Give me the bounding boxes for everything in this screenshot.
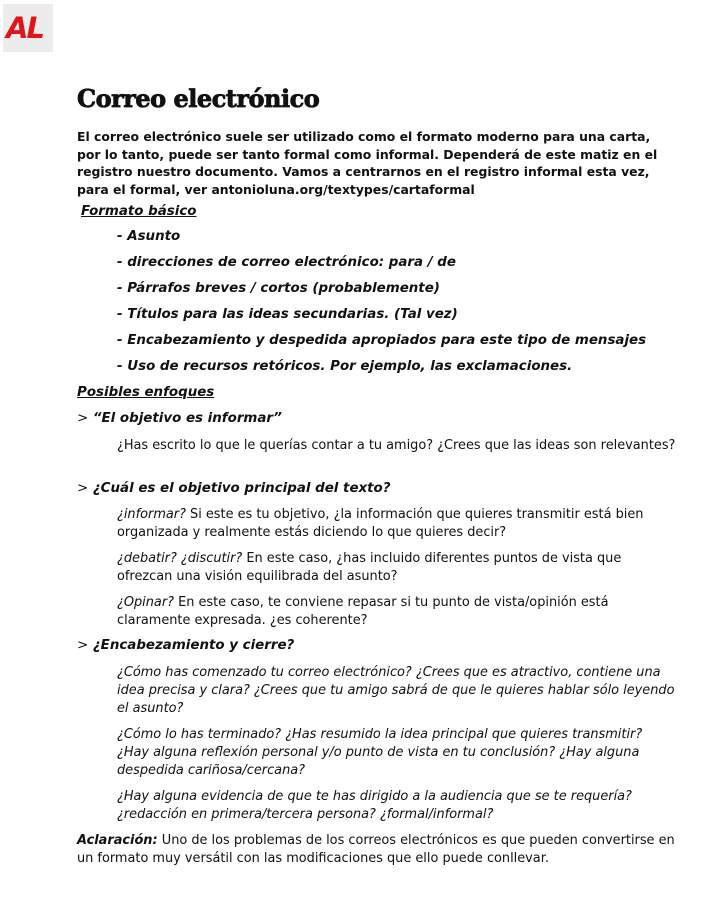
list-item: - Párrafos breves / cortos (probablemente): [117, 281, 440, 296]
aclaracion-label: Aclaración:: [77, 833, 158, 848]
question-heading-1: [77, 411, 282, 426]
question-text: ¿Has escrito lo que le querías contar a tu amigo? ¿Crees que las ideas son relevantes?: [117, 438, 676, 453]
list-item: - Títulos para las ideas secundarias. (Tal vez): [117, 307, 458, 322]
aclaracion-text: Uno de los problemas de los correos electrónicos es que pueden convertirse en un formato muy versátil con las modificaciones que ello puede conllevar.: [77, 833, 675, 866]
question-text: ¿Hay alguna evidencia de que te has dirigido a la audiencia que se te requería? ¿redacción en primera/tercera persona? ¿formal/informal?: [117, 789, 632, 822]
section-heading-formato: Formato básico: [81, 204, 197, 219]
body-text: Si este es tu objetivo, ¿la información que quieres transmitir está bien organizada y realmente estás diciendo lo que quieres decir?: [117, 507, 644, 540]
lead-text: ¿Opinar?: [117, 595, 174, 610]
body-text: En este caso, ¿has incluido diferentes puntos de vista que ofrezcan una visión equilibrada del asunto?: [117, 551, 622, 584]
lead-text: ¿debatir? ¿discutir?: [117, 551, 243, 566]
question-heading-3: [77, 638, 294, 653]
marker: >: [77, 411, 89, 426]
list-item: - Asunto: [117, 229, 181, 244]
question-title: “El objetivo es informar”: [92, 411, 282, 426]
intro-paragraph: El correo electrónico suele ser utilizado como el formato moderno para una carta, por lo tanto, puede ser tanto formal como informal. Dependerá de este matiz en el registro nuestro documento. Vamos a centrarnos en el registro informal esta vez, para el formal, ver antonioluna.org/textypes/cartaformal: [77, 129, 658, 197]
logo-text: AL: [6, 11, 43, 45]
list-item: - Uso de recursos retóricos. Por ejemplo, las exclamaciones.: [117, 359, 573, 374]
list-item: - Encabezamiento y despedida apropiados para este tipo de mensajes: [117, 333, 647, 348]
aclaracion-paragraph: [77, 832, 677, 868]
question-text: [117, 506, 677, 542]
page-title: Correo electrónico: [77, 84, 320, 113]
list-item: - direcciones de correo electrónico: para / de: [117, 255, 456, 270]
question-title: ¿Encabezamiento y cierre?: [92, 638, 295, 653]
question-title: ¿Cuál es el objetivo principal del texto?: [92, 481, 391, 496]
question-heading-2: [77, 481, 391, 496]
section-heading-enfoques: Posibles enfoques: [77, 385, 215, 400]
logo: [3, 4, 53, 52]
question-text: [117, 550, 677, 586]
question-text: ¿Cómo has comenzado tu correo electrónico? ¿Crees que es atractivo, contiene una idea precisa y clara? ¿Crees que tu amigo sabrá de que le quieres hablar sólo leyendo el asunto?: [117, 665, 675, 716]
marker: >: [77, 481, 89, 496]
body-text: En este caso, te conviene repasar si tu punto de vista/opinión está claramente expresada. ¿es coherente?: [117, 595, 609, 628]
marker: >: [77, 638, 89, 653]
question-text: [117, 594, 677, 630]
lead-text: ¿informar?: [117, 507, 186, 522]
question-text: ¿Cómo lo has terminado? ¿Has resumido la idea principal que quieres transmitir? ¿Hay alguna reflexión personal y/o punto de vista en tu conclusión? ¿Hay alguna despedida cariñosa/cercana?: [117, 727, 643, 778]
